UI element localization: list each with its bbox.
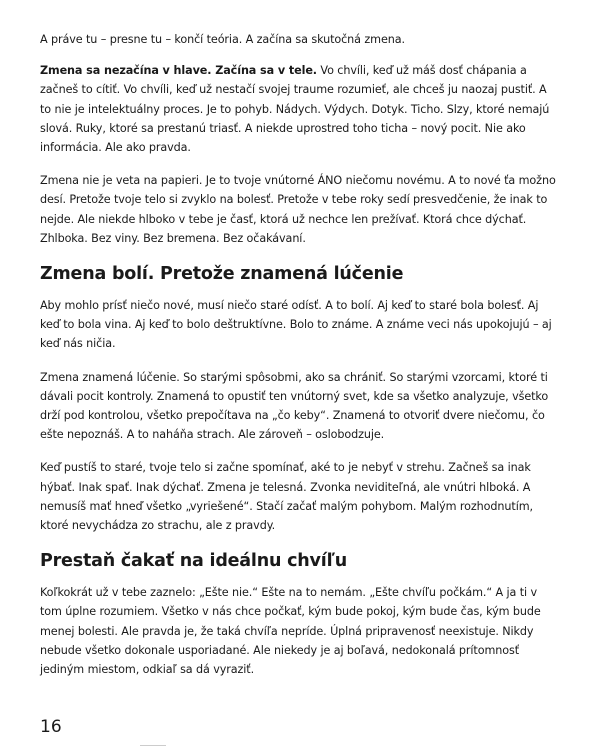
paragraph-change-statement: Zmena nie je veta na papieri. Je to tvoje vnútorné ÁNO niečomu novému. A to nové ťa možno desí. Pretože tvoje telo si zvyklo na bolesť. Pretože v tebe roky sedí presvedčenie, že inak to nejde. Ale niekde hlboko v tebe je časť, ktorá už nechce len prežívať. Ktorá chce dýchať. Zhlboka. Bez viny. Bez bremena. Bez očakávaní. — [40, 174, 556, 245]
paragraph-body-memory: Keď pustíš to staré, tvoje telo si začne spomínať, aké to je nebyť v strehu. Začneš sa inak hýbať. Inak spať. Inak dýchať. Zmena je telesná. Zvonka neviditeľná, ale vnútri hlboká. A nemusíš mať hneď všetko „vyriešené“. Stačí začať malým pohybom. Malým rozhodnutím, ktoré nevychádza zo strachu, ale z pravdy. — [40, 461, 533, 533]
page-number: 16 — [40, 717, 62, 737]
paragraph-letting-go: Aby mohlo prísť niečo nové, musí niečo staré odísť. A to bolí. Aj keď to staré bola bolesť. Aj keď to bola vina. Aj keď to bolo deštruktívne. Bolo to známe. A známe veci nás upokojujú – aj keď nás ničia. — [40, 299, 552, 351]
paragraph-not-yet: Koľkokrát už v tebe zaznelo: „Ešte nie.“ Ešte na to nemám. „Ešte chvíľu počkám.“ A ja ti v tom úplne rozumiem. Všetko v nás chce počkať, kým bude pokoj, kým bude čas, kým bude menej bolesti. Ale pravda je, že taká chvíľa nepríde. Úplná pripravenosť neexistuje. Nikdy nebude všetko dokonale usporiadané. Ale niekedy je aj boľavá, nedokonalá prítomnosť jediným miestom, odkiaľ sa dá vyraziť. — [40, 586, 541, 677]
footer-divider — [140, 745, 166, 746]
section-heading-stop-waiting: Prestaň čakať na ideálnu chvíľu — [40, 551, 348, 572]
paragraph-body-start — [40, 61, 560, 157]
emphasis-text: Zmena sa nezačína v hlave. Začína sa v tele. — [40, 64, 317, 78]
section-heading-change-hurts: Zmena bolí. Pretože znamená lúčenie — [40, 264, 404, 285]
paragraph-intro: A práve tu – presne tu – končí teória. A začína sa skutočná zmena. — [40, 33, 405, 46]
paragraph-farewell: Zmena znamená lúčenie. So starými spôsobmi, ako sa chrániť. So starými vzorcami, ktoré ti dávali pocit kontroly. Znamená to opustiť ten vnútorný svet, kde sa všetko analyzuje, všetko drží pod kontrolou, všetko prepočítava na „čo keby“. Znamená to otvoriť dvere niečomu, čo ešte nepoznáš. A to naháňa strach. Ale zároveň – oslobodzuje. — [40, 370, 549, 442]
page-content — [40, 30, 560, 693]
paragraph-text: Vo chvíli, keď už máš dosť chápania a začneš to cítiť. Vo chvíli, keď už nestačí svojej traume rozumieť, ale chceš ju naozaj pustiť. A to nie je intelektuálny proces. Je to pohyb. Nádych. Výdych. Dotyk. Ticho. Slzy, ktoré nemajú slová. Ruky, ktoré sa prestanú triasť. A niekde uprostred toho ticha – nový pocit. Nie ako informácia. Ale ako pravda. — [40, 64, 550, 155]
